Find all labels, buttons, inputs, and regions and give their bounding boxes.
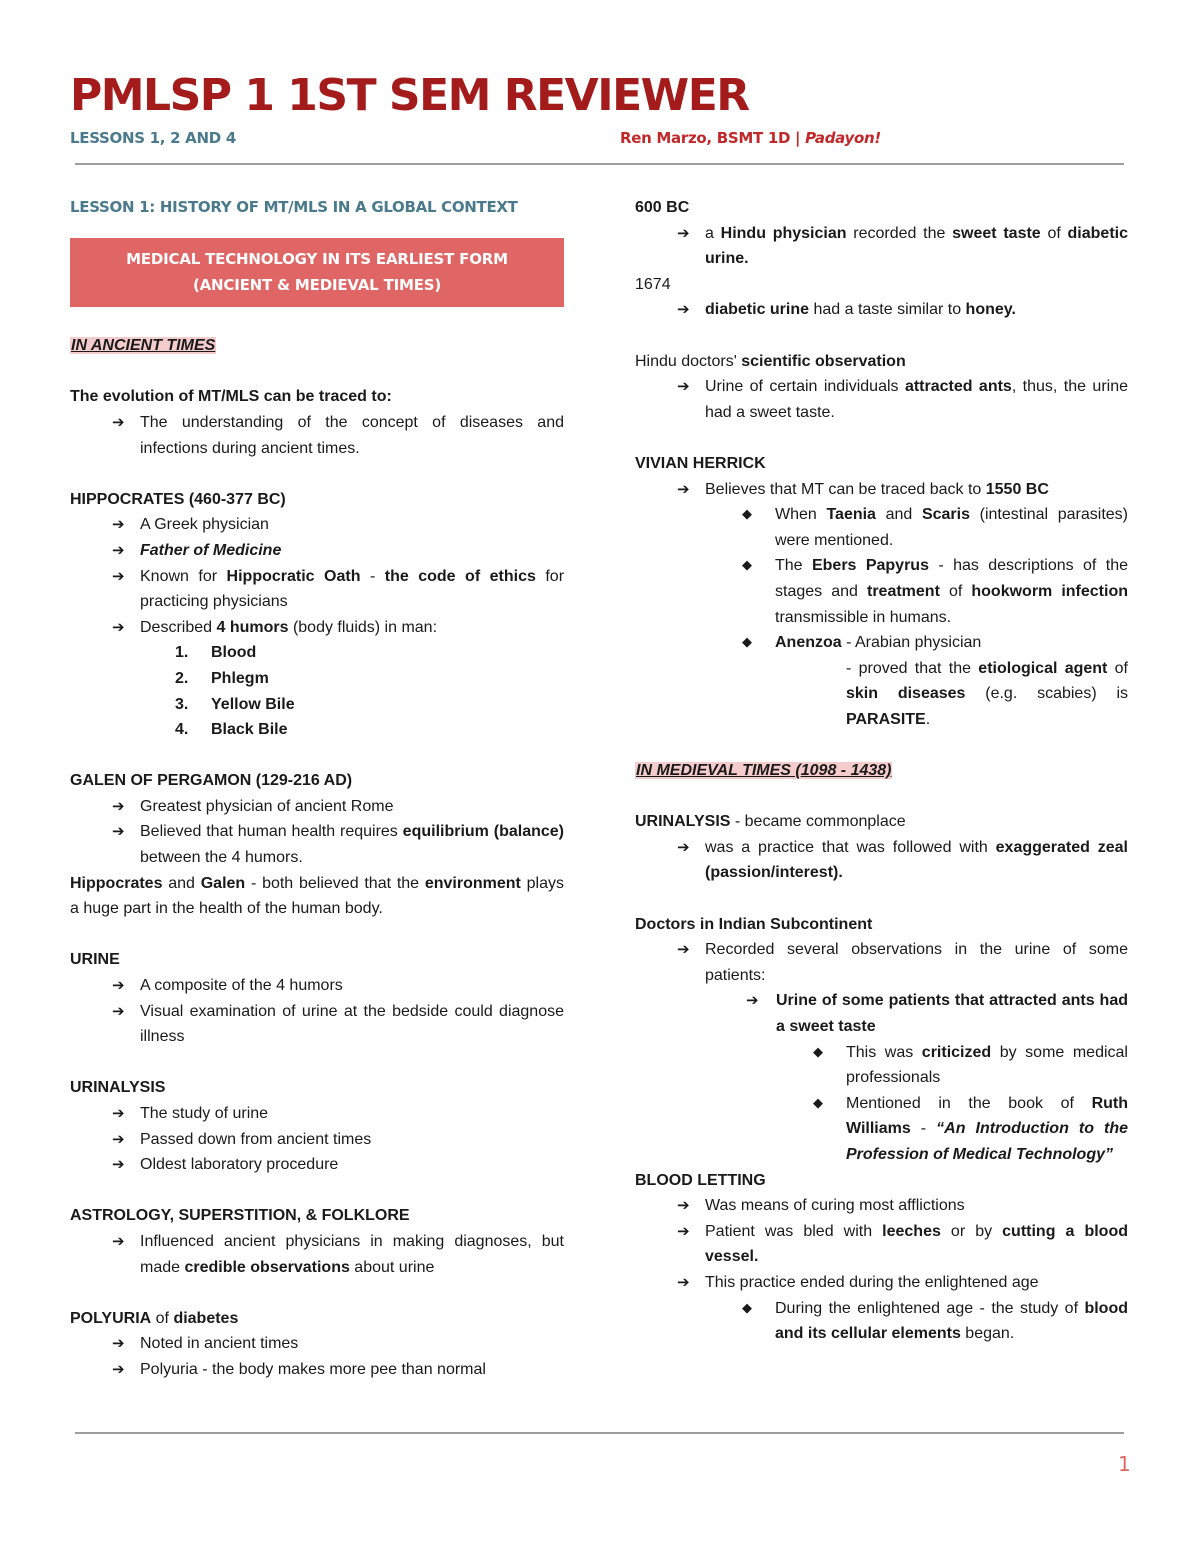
galen-list — [70, 794, 564, 871]
text: (body fluids) in man: — [288, 618, 438, 636]
text: diabetes — [173, 1309, 239, 1327]
section-banner — [70, 238, 564, 307]
text: recorded the — [846, 224, 953, 242]
text: between the 4 humors. — [140, 849, 303, 867]
polyuria-list — [70, 1331, 564, 1382]
list-item: ➔ A composite of the 4 humors — [70, 973, 564, 999]
herrick-sublist — [705, 502, 1128, 656]
list-item: ➔ The study of urine — [70, 1101, 564, 1127]
list-item — [70, 819, 564, 870]
anenzoa-note — [635, 656, 1128, 733]
text: transmissible in humans. — [775, 608, 952, 626]
document-title: PMLSP 1 1ST SEM REVIEWER — [70, 70, 749, 121]
text: During the enlightened age - the study of — [775, 1299, 1085, 1317]
text: or by — [940, 1222, 1003, 1240]
text: by some medical professionals — [846, 1043, 1128, 1087]
text: Taenia — [826, 506, 876, 524]
text: began. — [960, 1325, 1015, 1343]
text: - — [910, 1120, 937, 1138]
text: exaggerated zeal (passion/interest). — [705, 838, 1128, 882]
text: treatment — [866, 582, 940, 600]
sub-list-item — [705, 502, 1128, 553]
humor-label: Black Bile — [211, 721, 288, 739]
sub-list-item — [705, 553, 1128, 630]
author-motto: Padayon! — [805, 129, 881, 147]
text: - proved that the — [846, 659, 979, 677]
bloodletting-heading: BLOOD LETTING — [635, 1171, 766, 1189]
text: - has descriptions of the stages and — [775, 557, 1129, 600]
text: leeches — [882, 1222, 941, 1240]
father-of-medicine: Father of Medicine — [140, 541, 282, 559]
text: This was — [846, 1043, 922, 1061]
text: attracted ants — [904, 378, 1012, 396]
sub-list-item — [776, 1091, 1128, 1168]
text: - both believed that the — [245, 874, 425, 892]
humor-label: Phlegm — [211, 669, 269, 687]
evolution-list — [70, 410, 564, 461]
text: Hippocratic Oath — [226, 567, 361, 585]
text: of — [1040, 224, 1068, 242]
galen-note — [70, 871, 564, 922]
list-item: ➔ Passed down from ancient times — [70, 1127, 564, 1153]
text: scientific observation — [741, 352, 906, 370]
text: URINALYSIS — [635, 813, 731, 831]
footer-divider — [75, 1432, 1124, 1434]
indian-sub-item: ➔ Urine of some patients that attracted ants had a sweet taste — [635, 988, 1128, 1039]
list-item — [635, 374, 1128, 425]
text: Hindu doctors' — [635, 352, 742, 370]
text: - — [360, 567, 385, 585]
list-item — [635, 297, 1128, 323]
indian-sublist — [635, 1040, 1128, 1168]
text: for practicing physicians — [140, 567, 565, 611]
urine-heading: URINE — [70, 951, 120, 969]
text: Urine of certain individuals — [705, 378, 905, 396]
list-number: 2. — [175, 669, 189, 687]
list-item: ➔ A Greek physician — [70, 512, 564, 538]
humor-label: Yellow Bile — [211, 695, 295, 713]
text: Anenzoa — [775, 634, 842, 652]
list-item: ➔ Recorded several observations in the urine of some patients: — [635, 937, 1128, 988]
text: Believes that MT can be traced back to — [705, 480, 986, 498]
list-item: ➔ The understanding of the concept of diseases and infections during ancient times. — [70, 410, 564, 461]
bc600-list — [635, 221, 1128, 272]
bloodletting-list — [635, 1193, 1128, 1295]
page-number: 1 — [1118, 1452, 1131, 1476]
galen-heading: GALEN OF PERGAMON (129-216 AD) — [70, 772, 353, 790]
list-number: 3. — [175, 695, 189, 713]
list-item: ➔ Polyuria - the body makes more pee than normal — [70, 1357, 564, 1383]
text: When — [775, 506, 827, 524]
text: a — [705, 224, 721, 242]
text: of — [151, 1309, 174, 1327]
text: environment — [424, 874, 521, 892]
list-number: 4. — [175, 721, 189, 739]
urinalysis-medieval-list — [635, 835, 1128, 886]
text: Scaris — [921, 506, 970, 524]
text: Described — [140, 618, 217, 636]
text: (intestinal parasites) were mentioned. — [775, 506, 1128, 549]
text: Hindu physician — [720, 224, 847, 242]
text: credible observations — [184, 1258, 350, 1276]
herrick-heading: VIVIAN HERRICK — [635, 454, 766, 472]
book-title: “An Introduction to the Profession of Medical Technology” — [846, 1120, 1129, 1163]
text: Mentioned in the book of — [846, 1094, 1092, 1112]
author-name: Ren Marzo, BSMT 1D | — [620, 129, 806, 147]
bc600-heading: 600 BC — [635, 199, 690, 216]
text: blood and its cellular elements — [775, 1299, 1128, 1343]
text: the code of ethics — [384, 567, 536, 585]
list-item: ➔ Was means of curing most afflictions — [635, 1193, 1128, 1219]
text: of — [1107, 659, 1128, 677]
humors-list — [70, 640, 564, 742]
sub-list-item — [705, 1296, 1128, 1347]
text: honey. — [965, 301, 1016, 319]
text: 1550 BC — [985, 480, 1049, 498]
header-divider — [75, 163, 1124, 165]
polyuria-heading — [70, 1306, 564, 1332]
text: PARASITE — [846, 710, 926, 728]
text: POLYURIA — [70, 1309, 152, 1327]
text: criticized — [921, 1043, 992, 1061]
list-item: ➔ This practice ended during the enlightened age — [635, 1270, 1128, 1296]
list-item — [70, 615, 564, 641]
sub-list-item — [776, 1040, 1128, 1091]
humor-item — [70, 692, 564, 718]
text: hookworm infection — [971, 582, 1128, 600]
text: 4 humors — [216, 618, 289, 636]
text: skin diseases — [846, 685, 966, 703]
list-item: ➔ Noted in ancient times — [70, 1331, 564, 1357]
humor-label: Blood — [211, 644, 257, 662]
text: plays a huge part in the health of the human body. — [70, 874, 565, 918]
hippocrates-heading: HIPPOCRATES (460-377 BC) — [70, 490, 286, 508]
humor-item — [70, 666, 564, 692]
text: diabetic urine — [705, 301, 810, 319]
list-item — [70, 538, 564, 564]
list-item — [635, 221, 1128, 272]
humor-item — [70, 717, 564, 743]
list-item — [635, 477, 1128, 656]
text: The — [775, 557, 812, 575]
text: diabetic urine. — [705, 224, 1128, 268]
list-item: ➔ Visual examination of urine at the bedside could diagnose illness — [70, 999, 564, 1050]
text: was a practice that was followed with — [705, 838, 996, 856]
text: sweet taste — [952, 224, 1041, 242]
humor-item — [70, 640, 564, 666]
hindu-list — [635, 374, 1128, 425]
era-heading-medieval: IN MEDIEVAL TIMES (1098 - 1438) — [636, 762, 892, 780]
text: Influenced ancient physicians in making diagnoses, but made — [140, 1232, 564, 1276]
lesson-heading: LESSON 1: HISTORY OF MT/MLS IN A GLOBAL CONTEXT — [70, 198, 518, 216]
era-heading-ancient: IN ANCIENT TIMES — [71, 337, 216, 355]
text: - Arabian physician — [841, 634, 982, 652]
text: equilibrium (balance) — [402, 823, 564, 841]
lessons-subtitle: LESSONS 1, 2 AND 4 — [70, 129, 236, 147]
text: Believed that human health requires — [140, 823, 403, 841]
list-item: ➔ Oldest laboratory procedure — [70, 1152, 564, 1178]
urinalysis-list — [70, 1101, 564, 1178]
list-number: 1. — [175, 644, 189, 662]
text: Patient was bled with — [705, 1222, 883, 1240]
indian-list — [635, 937, 1128, 988]
evolution-intro: The evolution of MT/MLS can be traced to: — [70, 388, 392, 406]
year-1674-list — [635, 297, 1128, 323]
list-item — [70, 564, 564, 615]
text: of — [939, 582, 972, 600]
text: Galen — [200, 874, 246, 892]
list-item — [635, 1219, 1128, 1270]
bloodletting-sublist — [635, 1296, 1128, 1347]
text: Ebers Papyrus — [811, 557, 929, 575]
text: Hippocrates — [70, 874, 163, 892]
author-line — [620, 129, 881, 147]
left-column — [70, 195, 564, 1383]
text: and — [875, 506, 922, 524]
hindu-heading — [635, 349, 1128, 375]
text: (e.g. scabies) is — [965, 685, 1128, 703]
astrology-heading: ASTROLOGY, SUPERSTITION, & FOLKLORE — [70, 1207, 410, 1225]
year-1674-heading: 1674 — [635, 275, 671, 293]
herrick-list — [635, 477, 1128, 656]
text: . — [925, 710, 931, 728]
urine-list — [70, 973, 564, 1050]
text: , thus, the urine had a sweet taste. — [705, 378, 1128, 421]
indian-heading: Doctors in Indian Subcontinent — [635, 915, 873, 933]
list-item: ➔ Greatest physician of ancient Rome — [70, 794, 564, 820]
sub-list-item — [705, 630, 1128, 656]
astrology-list — [70, 1229, 564, 1280]
text: cutting a blood vessel. — [705, 1222, 1128, 1266]
text: etiological agent — [978, 659, 1108, 677]
list-item — [70, 1229, 564, 1280]
text: and — [162, 874, 201, 892]
list-item — [635, 835, 1128, 886]
text: - became commonplace — [730, 813, 906, 831]
urinalysis-medieval-heading — [635, 809, 1128, 835]
text: Known for — [140, 567, 227, 585]
banner-line-1: MEDICAL TECHNOLOGY IN ITS EARLIEST FORM — [126, 250, 508, 268]
banner-line-2: (ANCIENT & MEDIEVAL TIMES) — [192, 275, 442, 294]
hippocrates-list — [70, 512, 564, 640]
text: had a taste similar to — [809, 301, 966, 319]
text: about urine — [349, 1258, 435, 1276]
urinalysis-heading: URINALYSIS — [70, 1079, 166, 1097]
text: Ruth Williams — [846, 1094, 1128, 1138]
right-column — [635, 195, 1128, 1347]
